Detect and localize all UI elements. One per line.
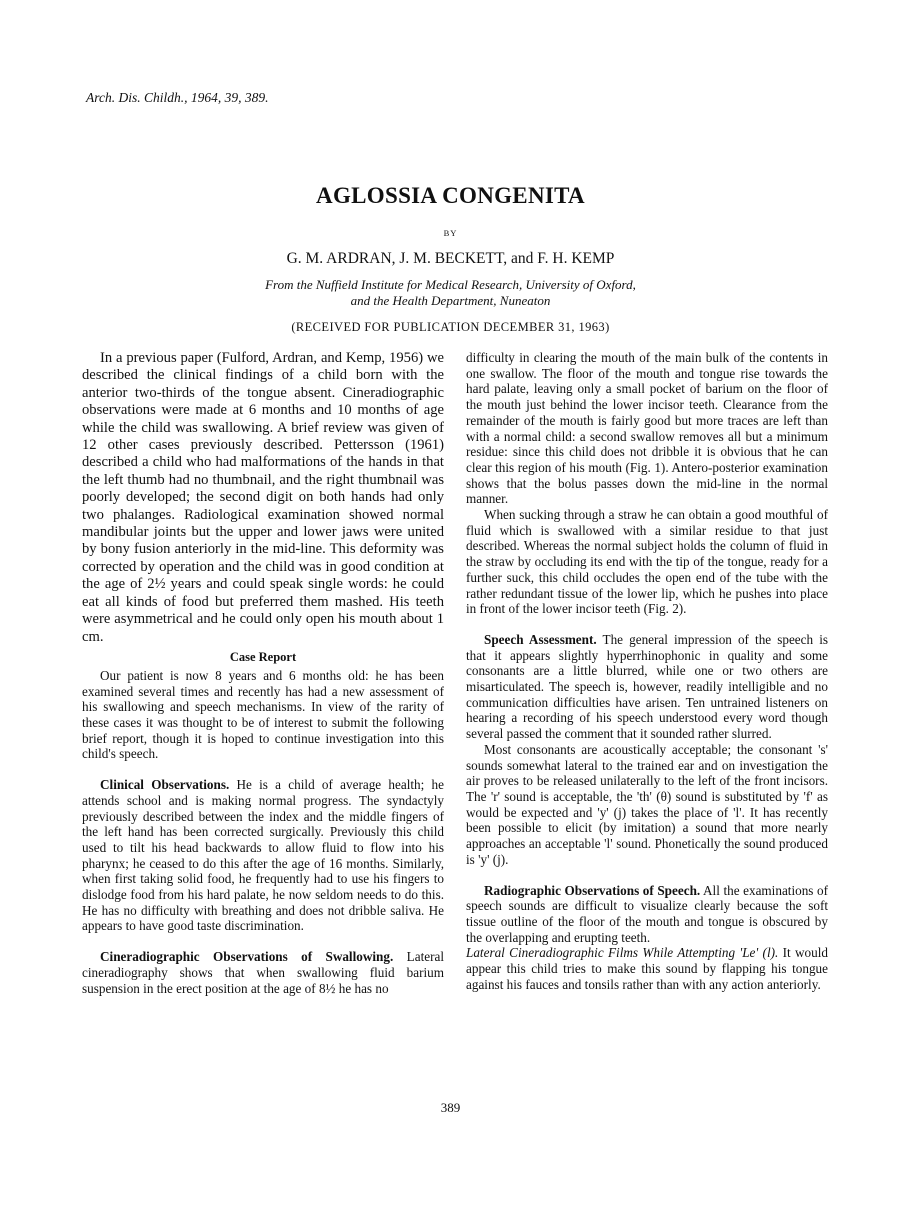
article-title: AGLOSSIA CONGENITA <box>316 183 585 208</box>
speech-assessment-text: The general impression of the speech is that it appears slightly hyperrhinophonic in quality and some consonants are a little blurred, while one or two others are misarticulated. The speech is, however, readily intelligible and no communication difficulties have arisen. Ten untrained listeners on hearing a recording of his speech understood every word though several passed the comment that it sounded rather slurred. <box>466 631 828 742</box>
authors: G. M. ARDRAN, J. M. BECKETT, and F. H. KEMP <box>286 250 615 267</box>
case-report-paragraph: Our patient is now 8 years and 6 months old: he has been examined several times and recently has had a new assessment of his swallowing and speech mechanisms. In view of the rarity of these cases it was thought to be of interest to submit the following brief report, though it is hoped to continue investigation into this child's speech. <box>82 667 444 762</box>
cine-swallowing-paragraph <box>82 949 444 996</box>
intro-paragraph: In a previous paper (Fulford, Ardran, and Kemp, 1956) we described the clinical findings of a child born with the anterior two-thirds of the tongue absent. Cineradiographic observations were made at 6 months and 10 months of age while the child was swallowing. A brief review was given of 12 other cases previously described. Pettersson (1961) described a child who had malformations of the hands in that the left thumb had no thumbnail, and the right thumbnail was poorly developed; the second digit on both hands had only two phalanges. Radiological examination showed normal mandibular joints but the upper and lower jaws were united by bony fusion anteriorly in the mid-line. This deformity was corrected by operation and the child was in good condition at the age of 2½ years and could speak single words: he could eat all kinds of food but preferred them mashed. His teeth were asymmetrical and he could only open his mouth about 1 cm. <box>82 350 444 645</box>
cine-swallowing-text: Lateral cineradiography shows that when swallowing fluid barium suspension in the erect position at the age of 8½ he has no <box>82 949 444 996</box>
radiographic-speech-paragraph <box>466 883 828 946</box>
byline-by: BY <box>443 228 458 238</box>
clinical-observations-paragraph <box>82 777 444 934</box>
consonants-paragraph: Most consonants are acoustically acceptable; the consonant 's' sounds somewhat lateral to the trained ear and on investigation the air proves to be released unilaterally to the left of the front incisors. The 'r' sound is acceptable, the 'th' (θ) sound is substituted by 'f' as would be expected and 'y' (j) takes the place of 'l'. It has recently been possible to elicit (by imitation) a sound that more nearly approaches an acceptable 'l' sound. Phonetically the sound produced is 'y' (j). <box>466 741 828 867</box>
clinical-observations-text: He is a child of average health; he attends school and is making normal progress. The syndactyly previously described between the index and the middle fingers of the left hand has been corrected surgically. Previously this child used to tilt his head backwards to allow fluid to flow into his pharynx; he ceased to do this after the age of 16 months. Similarly, when first taking solid food, he frequently had to use his fingers to dislodge food from his hard palate, he now seldom needs to do this. He has no difficulty with breathing and does not dribble saliva. He appears to have good taste discrimination. <box>82 777 444 934</box>
radiographic-speech-heading: Radiographic Observations of Speech. <box>484 882 701 898</box>
swallow-continued-paragraph: difficulty in clearing the mouth of the main bulk of the contents in one swallow. The floor of the mouth and tongue rise towards the hard palate, leaving only a small pocket of barium on the floor of the mouth just behind the lower incisor teeth. Clearance from the remainder of the mouth is fairly good but more traces are left than with a normal child: a second swallow removes all but a minimum residue: since this child does not dribble it is obvious that he can clear this region of his mouth (Fig. 1). Antero-posterior examination shows that the bolus passes down the mid-line in the normal manner. <box>466 350 828 507</box>
radiographic-speech-text: All the examinations of speech sounds are difficult to visualize clearly because the soft tissue outline of the floor of the mouth and tongue is obscured by the overlapping and erupting teeth. <box>466 882 828 945</box>
received-date: (RECEIVED FOR PUBLICATION DECEMBER 31, 1963) <box>291 320 610 334</box>
journal-citation: Arch. Dis. Childh., 1964, 39, 389. <box>86 90 269 105</box>
lateral-films-paragraph <box>466 945 828 992</box>
lateral-films-heading: Lateral Cineradiographic Films While Attempting 'Le' (l). <box>466 945 779 961</box>
straw-paragraph: When sucking through a straw he can obtain a good mouthful of fluid which is swallowed with a similar residue to that just described. Whereas the normal subject holds the column of fluid in the straw by occluding its end with the tip of the tongue, ready for a further suck, this child occludes the open end of the tube with the rather redundant tissue of the lower lip, which he pushes into place in front of the lower incisor teeth (Fig. 2). <box>466 507 828 617</box>
clinical-observations-heading: Clinical Observations. <box>100 777 230 793</box>
lateral-films-text: It would appear this child tries to make this sound by flapping his tongue against his fauces and tonsils rather than with any action anteriorly. <box>466 945 828 992</box>
right-column <box>466 350 828 992</box>
cine-swallowing-heading: Cineradiographic Observations of Swallowing. <box>100 949 394 965</box>
case-report-heading: Case Report <box>229 649 297 664</box>
speech-assessment-heading: Speech Assessment. <box>484 631 597 647</box>
left-column <box>82 350 444 996</box>
speech-assessment-paragraph <box>466 632 828 742</box>
page-number: 389 <box>440 1100 461 1115</box>
affiliation-line-2: and the Health Department, Nuneaton <box>350 293 551 308</box>
affiliation-line-1: From the Nuffield Institute for Medical Research, University of Oxford, <box>265 277 636 292</box>
affiliation <box>0 277 901 309</box>
